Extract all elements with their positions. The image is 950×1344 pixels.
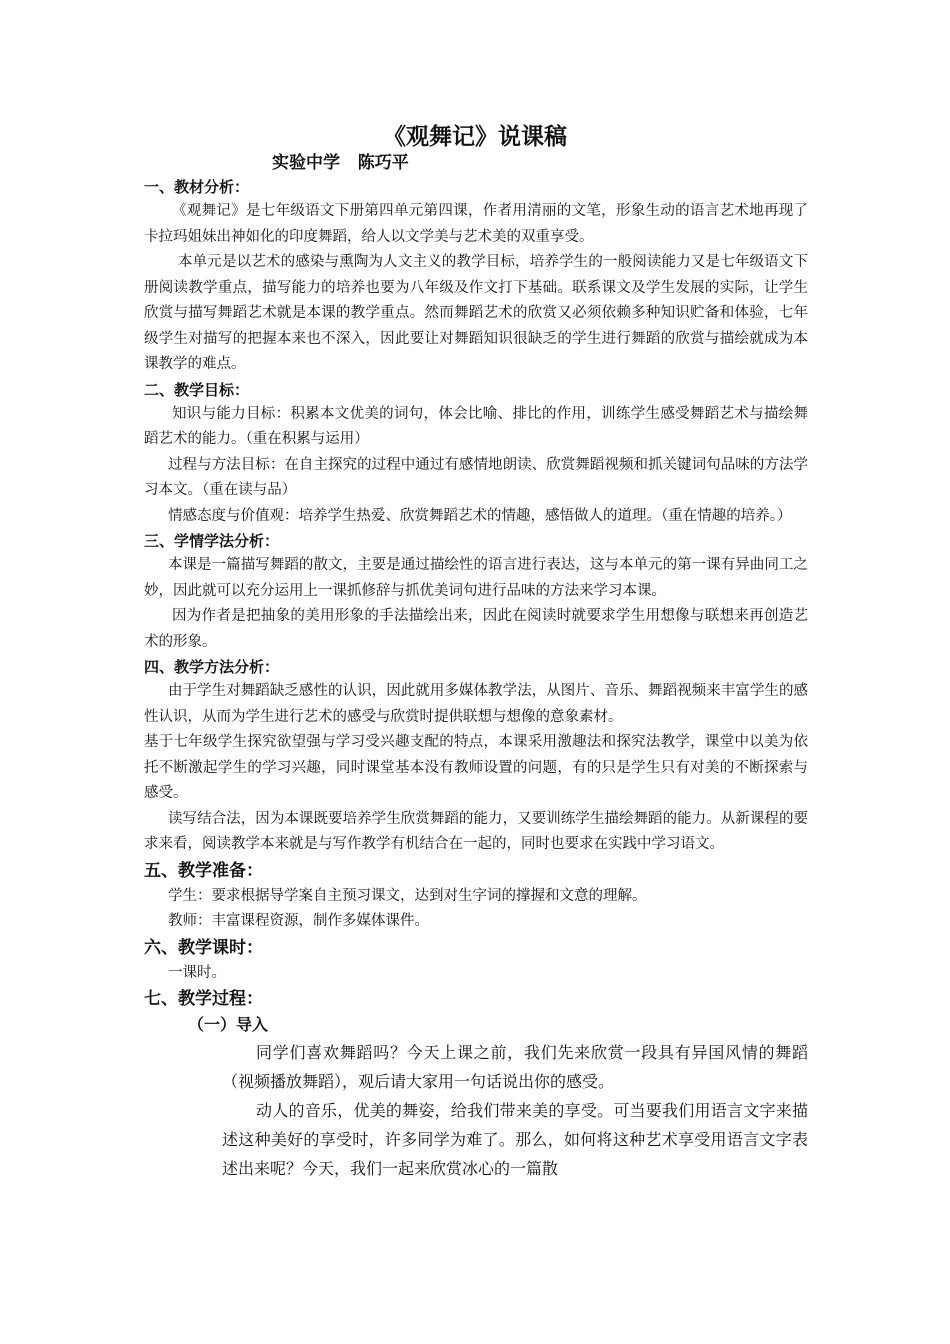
paragraph: 情感态度与价值观：培养学生热爱、欣赏舞蹈艺术的情趣，感悟做人的道理。（重在情趣的培养。） (168, 507, 792, 524)
paragraph: 基于七年级学生探究欲望强与学习受兴趣支配的特点，本课采用激趣法和探究法教学，课堂中以美为依托不断激起学生的学习兴趣，同时课堂基本没有教师设置的问题，有的只是学生只有对美的不断探索与感受。 (144, 734, 808, 801)
paragraph: 因为作者是把抽象的美用形象的手法描绘出来，因此在阅读时就要求学生用想像与联想来再创造艺术的形象。 (144, 608, 808, 650)
paragraph: 动人的音乐，优美的舞姿，给我们带来美的享受。可当要我们用语言文字来描述这种美好的享受时，许多同学为难了。那么，如何将这种艺术享受用语言文字表述出来呢？今天，我们一起来欣赏冰心的一篇散 (222, 1101, 808, 1178)
paragraph: 学生：要求根据导学案自主预习课文，达到对生字词的撑握和文意的理解。 (168, 887, 647, 904)
paragraph: 本单元是以艺术的感染与熏陶为人文主义的教学目标，培养学生的一般阅读能力又是七年级语文下册阅读教学重点，描写能力的培养也要为八年级及作文打下基础。联系课文及学生发展的实际，让学生欣赏与描写舞蹈艺术就是本课的教学重点。然而舞蹈艺术的欣赏又必须依赖多种知识贮备和体验，七年级学生对描写的把握本来也不深入，因此要让对舞蹈知识很缺乏的学生进行舞蹈的欣赏与描绘就成为本课教学的难点。 (144, 254, 808, 372)
document-body (144, 175, 808, 1183)
subsection-body (144, 1038, 808, 1183)
paragraph: 同学们喜欢舞蹈吗？今天上课之前，我们先来欣赏一段具有异国风情的舞蹈（视频播放舞蹈），观后请大家用一句话说出你的感受。 (222, 1043, 808, 1091)
paragraph: 教师：丰富课程资源，制作多媒体课件。 (168, 913, 429, 929)
section-heading: 三、学情学法分析： (144, 532, 280, 550)
paragraph: 一课时。 (168, 964, 226, 981)
paragraph: 《观舞记》是七年级语文下册第四单元第四课，作者用清丽的文笔，形象生动的语言艺术地再现了卡拉玛姐妹出神如化的印度舞蹈，给人以文学美与艺术美的双重享受。 (144, 203, 808, 245)
document-title: 《观舞记》说课稿 (383, 124, 567, 150)
paragraph: 过程与方法目标：在自主探究的过程中通过有感情地朗读、欣赏舞蹈视频和抓关键词句品味的方法学习本文。（重在读与品） (144, 456, 808, 498)
section-heading: 四、教学方法分析： (144, 658, 280, 676)
subsection-heading: （一）导入 (188, 1015, 269, 1034)
paragraph: 知识与能力目标：积累本文优美的词句，体会比喻、排比的作用，训练学生感受舞蹈艺术与描绘舞蹈艺术的能力。（重在积累与运用） (144, 405, 808, 447)
paragraph: 由于学生对舞蹈缺乏感性的认识，因此就用多媒体教学法，从图片、音乐、舞蹈视频来丰富学生的感性认识，从而为学生进行艺术的感受与欣赏时提供联想与想像的意象素材。 (144, 683, 808, 725)
paragraph: 读写结合法，因为本课既要培养学生欣赏舞蹈的能力，又要训练学生描绘舞蹈的能力。从新课程的要求来看，阅读教学本来就是与写作教学有机结合在一起的，同时也要求在实践中学习语文。 (144, 810, 808, 852)
paragraph: 本课是一篇描写舞蹈的散文，主要是通过描绘性的语言进行表达，这与本单元的第一课有异曲同工之妙，因此就可以充分运用上一课抓修辞与抓优美词句进行品味的方法来学习本课。 (144, 557, 808, 599)
section-heading: 七、教学过程： (144, 989, 263, 1009)
section-heading: 一、教材分析： (144, 178, 250, 196)
document-author: 实验中学 陈巧平 (272, 153, 409, 173)
section-heading: 二、教学目标： (144, 380, 250, 399)
section-heading: 六、教学课时： (144, 937, 263, 958)
section-heading: 五、教学准备： (144, 860, 263, 881)
